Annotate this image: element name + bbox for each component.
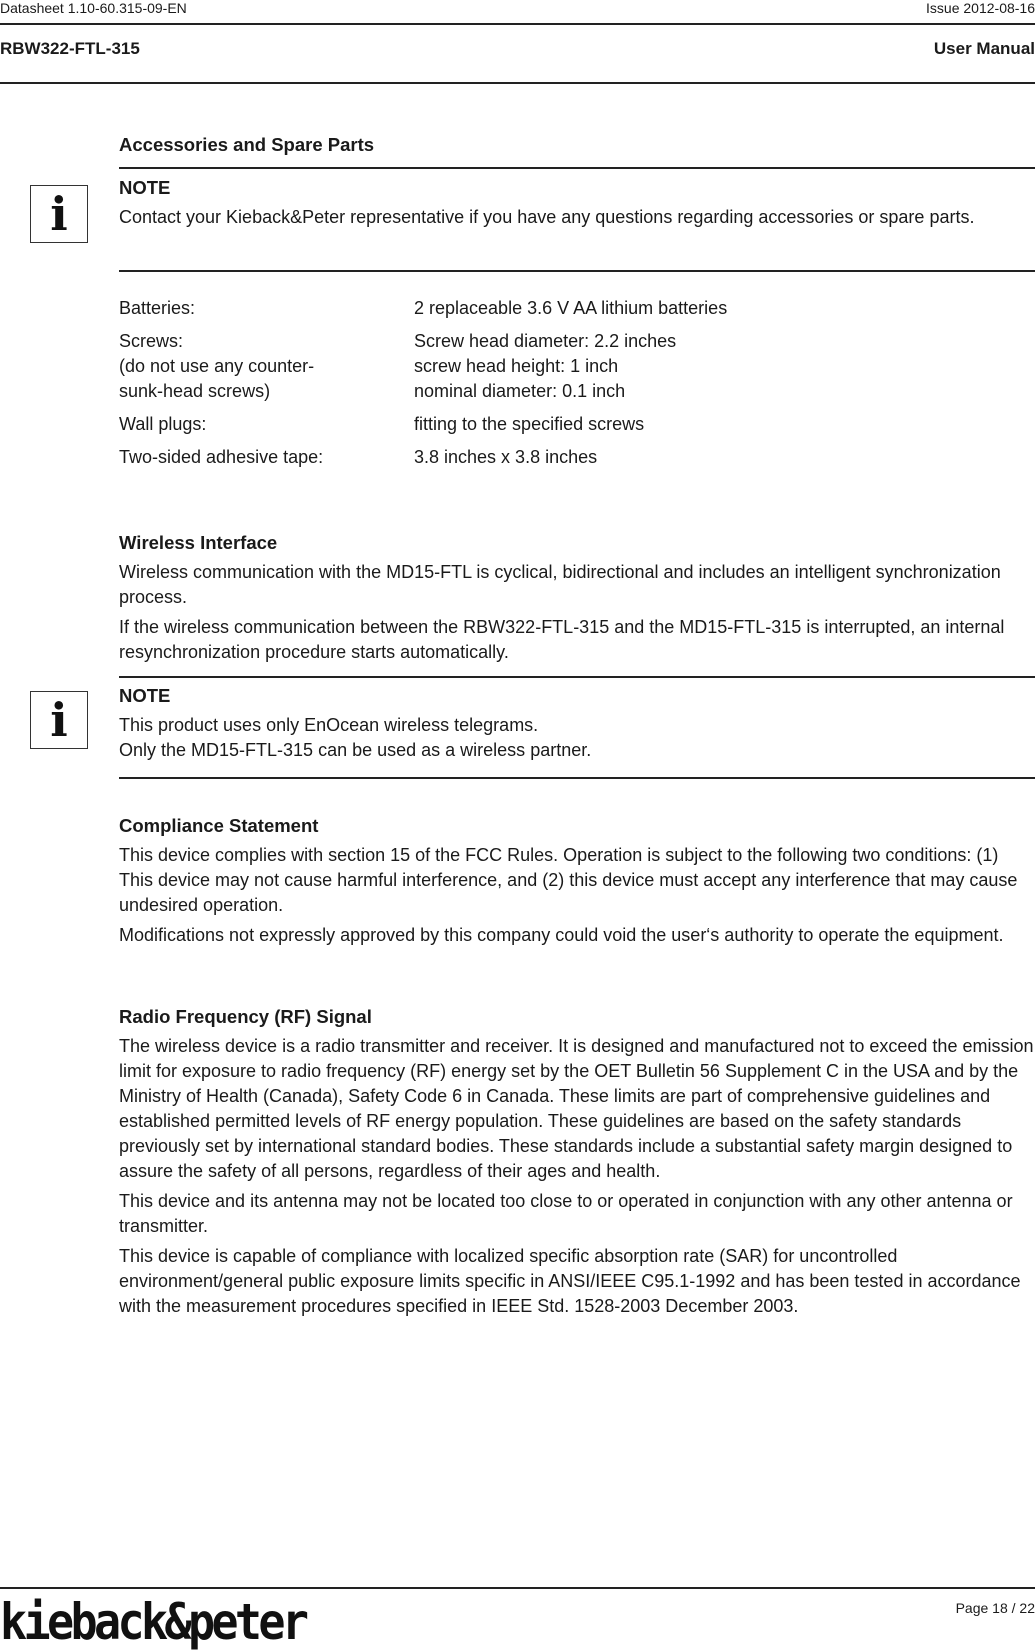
accessories-section [119,132,1035,157]
table-row [119,412,1019,437]
row-label: Screws: (do not use any counter- sunk-head screws) [119,331,315,401]
paragraph: This device is capable of compliance with localized specific absorption rate (SAR) for uncontrolled environment/general public exposure limits specific in ANSI/IEEE C95.1-1992 and has been tested in accordance with the measurement procedures specified in IEEE Std. 1528-2003 December 2003. [119,1246,1021,1316]
table-row [119,329,1019,404]
note-line: Only the MD15-FTL-315 can be used as a wireless partner. [119,740,592,760]
compliance-section [119,813,1035,948]
wireless-section [119,530,1035,665]
note-text: Contact your Kieback&Peter representative if you have any questions regarding accessories or spare parts. [119,207,975,227]
paragraph: Modifications not expressly approved by this company could void the user‘s authority to operate the equipment. [119,925,1004,945]
accessories-note [119,175,1035,230]
info-icon: i [30,691,88,749]
header-rule-bottom [0,82,1035,84]
section-title: Radio Frequency (RF) Signal [119,1006,372,1027]
note-rule-bottom [119,777,1035,779]
paragraph: Wireless communication with the MD15-FTL is cyclical, bidirectional and includes an intelligent synchronization process. [119,562,1001,607]
paragraph: This device complies with section 15 of the FCC Rules. Operation is subject to the following two conditions: (1) This device may not cause harmful interference, and (2) this device must accept any interference that may cause undesired operation. [119,845,1018,915]
header-rule-top [0,23,1035,25]
datasheet-id: Datasheet 1.10-60.315-09-EN [0,0,187,16]
parts-table [119,296,1019,478]
paragraph: This device and its antenna may not be located too close to or operated in conjunction with any other antenna or transmitter. [119,1191,1013,1236]
row-value: 2 replaceable 3.6 V AA lithium batteries [414,298,728,318]
section-title: Accessories and Spare Parts [119,134,375,155]
table-row [119,445,1019,470]
row-value: fitting to the specified screws [414,414,645,434]
note-rule-bottom [119,270,1035,272]
row-label: Batteries: [119,298,196,318]
issue-date: Issue 2012-08-16 [926,0,1035,16]
row-label: Two-sided adhesive tape: [119,447,324,467]
paragraph: The wireless device is a radio transmitter and receiver. It is designed and manufactured not to exceed the emission limit for exposure to radio frequency (RF) energy set by the OET Bulletin 56 Supplement C in the USA and by the Ministry of Health (Canada), Safety Code 6 in Canada. These limits are part of comprehensive guidelines and established permitted levels of RF energy population. These guidelines are based on the safety standards previously set by international standard bodies. These standards include a substantial safety margin designed to assure the safety of all persons, regardless of their ages and health. [119,1036,1034,1181]
wireless-note [119,683,1035,763]
paragraph: If the wireless communication between the RBW322-FTL-315 and the MD15-FTL-315 is interrupted, an internal resynchronization procedure starts automatically. [119,617,1005,662]
company-logo: kieback&peter [0,1593,306,1651]
table-row [119,296,1019,321]
document-type: User Manual [933,39,1035,58]
product-name: RBW322-FTL-315 [0,39,140,58]
info-icon: i [30,185,88,243]
row-value: 3.8 inches x 3.8 inches [414,447,598,467]
note-label: NOTE [119,177,171,198]
section-title: Wireless Interface [119,532,278,553]
row-label: Wall plugs: [119,414,207,434]
rf-section [119,1004,1035,1319]
note-line: This product uses only EnOcean wireless telegrams. [119,715,539,735]
footer-rule [0,1587,1035,1589]
section-title: Compliance Statement [119,815,319,836]
note-label: NOTE [119,685,171,706]
row-value: Screw head diameter: 2.2 inches screw head height: 1 inch nominal diameter: 0.1 inch [414,331,677,401]
page-number: Page 18 / 22 [955,1600,1035,1616]
note-rule-top [119,676,1035,678]
note-rule-top [119,167,1035,169]
